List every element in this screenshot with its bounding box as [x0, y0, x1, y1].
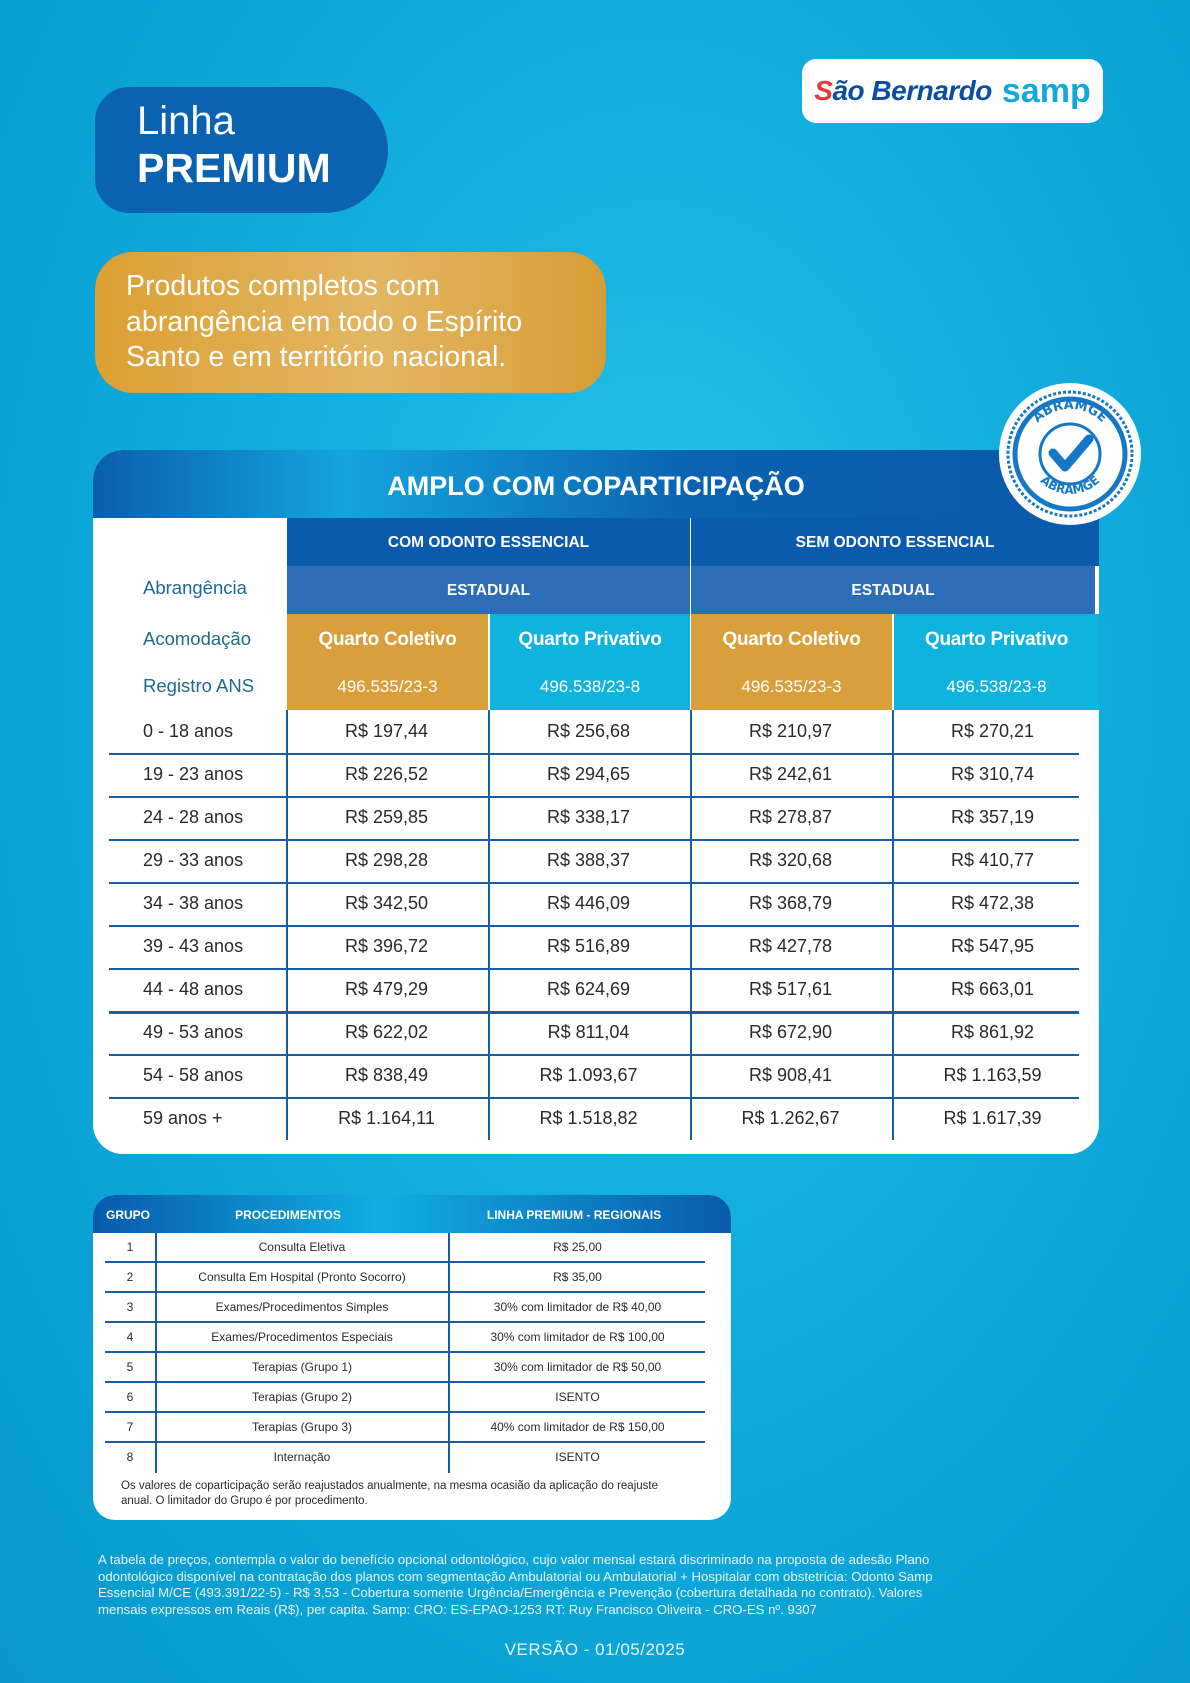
- age-range: 39 - 43 anos: [143, 936, 244, 956]
- disclaimer-line-4: mensais expressos em Reais (R$), per capita. Samp: CRO: ES-EPAO-1253 RT: Ruy Francisco Oliveira - CRO-ES nº. 9307: [98, 1601, 817, 1617]
- age-range: 29 - 33 anos: [143, 850, 244, 870]
- label-acomodacao: Acomodação: [143, 628, 251, 649]
- version-label: VERSÃO - 01/05/2025: [504, 1640, 686, 1659]
- price-cell: R$ 320,68: [748, 850, 833, 870]
- price-cell: R$ 672,90: [748, 1022, 833, 1042]
- table-row: [109, 925, 1079, 970]
- table-title: AMPLO COM COPARTICIPAÇÃO: [93, 450, 1099, 518]
- logo-samp: samp: [1001, 71, 1091, 110]
- table-row: [105, 1443, 705, 1471]
- grupo-cell: 6: [126, 1390, 134, 1404]
- table-row: [109, 882, 1079, 927]
- procedimento-cell: Terapias (Grupo 3): [251, 1420, 353, 1434]
- banner-line-1: Produtos completos com: [126, 270, 440, 302]
- table-row: [105, 1233, 705, 1263]
- price-table-card: [93, 450, 1099, 1154]
- disclaimer-text: [98, 1552, 1098, 1618]
- registro-ans-4: 496.538/23-8: [894, 666, 1099, 710]
- banner-line-3: Santo e em território nacional.: [126, 341, 507, 373]
- valor-cell: R$ 25,00: [553, 1240, 602, 1254]
- procedimento-cell: Consulta Eletiva: [258, 1240, 346, 1254]
- grupo-cell: 3: [126, 1300, 134, 1314]
- valor-cell: ISENTO: [555, 1390, 600, 1404]
- procedimento-cell: Exames/Procedimentos Simples: [215, 1300, 389, 1314]
- price-cell: R$ 242,61: [748, 764, 833, 784]
- price-cell: R$ 811,04: [547, 1022, 630, 1042]
- price-cell: R$ 368,79: [748, 893, 833, 913]
- price-cell: R$ 624,69: [546, 979, 631, 999]
- price-cell: R$ 210,97: [748, 721, 833, 741]
- price-cell: R$ 278,87: [748, 807, 833, 827]
- table-row: [109, 1054, 1079, 1099]
- sao-bernardo-samp-logo: [802, 59, 1103, 123]
- registro-ans-1: 496.535/23-3: [287, 666, 488, 710]
- coparticipation-header: [93, 1195, 731, 1233]
- age-range: 19 - 23 anos: [143, 764, 244, 784]
- disclaimer-line-1: A tabela de preços, contempla o valor do benefício opcional odontológico, cujo valor mensal estará discriminado na proposta de adesão Plano: [98, 1552, 930, 1567]
- price-cell: R$ 547,95: [950, 936, 1035, 956]
- table-row: [109, 796, 1079, 841]
- price-cell: R$ 472,38: [950, 893, 1035, 913]
- price-cell: R$ 1.518,82: [539, 1108, 638, 1128]
- table-row: [105, 1383, 705, 1413]
- age-range: 49 - 53 anos: [143, 1022, 244, 1042]
- valor-cell: 40% com limitador de R$ 150,00: [490, 1420, 665, 1434]
- valor-cell: 30% com limitador de R$ 40,00: [493, 1300, 662, 1314]
- table-row: [105, 1353, 705, 1383]
- price-cell: R$ 838,49: [344, 1065, 429, 1085]
- price-cell: R$ 1.262,67: [741, 1108, 840, 1128]
- abrangencia-header-2: ESTADUAL: [691, 566, 1095, 614]
- acomodacao-header-2: Quarto Privativo: [490, 614, 690, 666]
- group-header-com-odonto: COM ODONTO ESSENCIAL: [287, 518, 690, 566]
- table-row: [109, 839, 1079, 884]
- age-range: 0 - 18 anos: [143, 721, 234, 741]
- price-cell: R$ 622,02: [344, 1022, 429, 1042]
- svg-text:ABRAMGE: ABRAMGE: [1030, 397, 1110, 426]
- procedimento-cell: Consulta Em Hospital (Pronto Socorro): [198, 1270, 406, 1284]
- table-row: [105, 1263, 705, 1293]
- table-row: [109, 968, 1079, 1014]
- label-registro-ans: Registro ANS: [143, 675, 255, 696]
- procedimento-cell: Exames/Procedimentos Especiais: [211, 1330, 393, 1344]
- age-range: 59 anos +: [143, 1108, 223, 1128]
- abramge-seal-icon: [1003, 387, 1137, 521]
- price-cell: R$ 310,74: [950, 764, 1035, 784]
- grupo-cell: 7: [126, 1420, 134, 1434]
- price-cell: R$ 516,89: [546, 936, 631, 956]
- price-cell: R$ 446,09: [546, 893, 631, 913]
- logo-brand-name: São Bernardo: [814, 75, 992, 106]
- registro-ans-2: 496.538/23-8: [490, 666, 690, 710]
- svg-text:ABRAMGE: ABRAMGE: [1037, 472, 1103, 498]
- price-cell: R$ 1.164,11: [338, 1108, 435, 1128]
- acomodacao-header-3: Quarto Coletivo: [691, 614, 892, 666]
- grupo-cell: 2: [126, 1270, 134, 1284]
- age-range: 34 - 38 anos: [143, 893, 244, 913]
- price-cell: R$ 1.617,39: [943, 1108, 1042, 1128]
- price-cell: R$ 197,44: [344, 721, 429, 741]
- coverage-banner: [95, 252, 606, 393]
- price-cell: R$ 294,65: [546, 764, 631, 784]
- disclaimer-line-3: Essencial M/CE (493.391/22-5) - R$ 3,53 - Cobertura somente Urgência/Emergência e Prevenção (cobertura detalhada no contrato). Valores: [98, 1585, 923, 1600]
- valor-cell: ISENTO: [555, 1450, 600, 1464]
- disclaimer-line-2: odontológico disponível na contratação dos planos com segmentação Ambulatorial ou Ambulatorial + Hospitalar com obstetrícia: Odonto Samp: [98, 1568, 933, 1584]
- price-cell: R$ 342,50: [344, 893, 429, 913]
- premium-label: PREMIUM: [137, 145, 331, 191]
- age-range: 24 - 28 anos: [143, 807, 244, 827]
- table-row: [109, 710, 1079, 755]
- price-cell: R$ 259,85: [344, 807, 429, 827]
- price-cell: R$ 270,21: [950, 721, 1035, 741]
- grupo-cell: 4: [126, 1330, 134, 1344]
- coparticipation-note: [121, 1479, 721, 1509]
- price-cell: R$ 517,61: [748, 979, 833, 999]
- grupo-cell: 5: [126, 1360, 134, 1374]
- procedimento-cell: Internação: [273, 1450, 331, 1464]
- coparticipation-card: [93, 1195, 731, 1520]
- grupo-cell: 1: [126, 1240, 134, 1254]
- abrangencia-header-1: ESTADUAL: [287, 566, 690, 614]
- group-header-sem-odonto: SEM ODONTO ESSENCIAL: [691, 518, 1099, 566]
- label-abrangencia: Abrangência: [143, 577, 247, 598]
- price-cell: R$ 1.163,59: [943, 1065, 1042, 1085]
- table-row: [109, 1097, 1079, 1140]
- grupo-cell: 8: [126, 1450, 134, 1464]
- procedimento-cell: Terapias (Grupo 1): [251, 1360, 353, 1374]
- table-row: [105, 1323, 705, 1353]
- price-cell: R$ 338,17: [546, 807, 631, 827]
- price-cell: R$ 908,41: [748, 1065, 833, 1085]
- linha-label: Linha: [137, 99, 235, 143]
- note-line-1: Os valores de coparticipação serão reajustados anualmente, na mesma ocasião da aplicação do reajuste: [121, 1480, 658, 1492]
- valor-cell: 30% com limitador de R$ 100,00: [490, 1330, 665, 1344]
- table-row: [109, 753, 1079, 798]
- acomodacao-header-4: Quarto Privativo: [894, 614, 1099, 666]
- price-cell: R$ 663,01: [950, 979, 1035, 999]
- registro-ans-3: 496.535/23-3: [691, 666, 892, 710]
- price-cell: R$ 298,28: [344, 850, 429, 870]
- price-cell: R$ 357,19: [950, 807, 1035, 827]
- valor-cell: R$ 35,00: [553, 1270, 602, 1284]
- note-line-2: anual. O limitador do Grupo é por procedimento.: [121, 1495, 368, 1507]
- header-procedimentos: PROCEDIMENTOS: [235, 1208, 341, 1222]
- header-grupo: GRUPO: [105, 1208, 150, 1222]
- valor-cell: 30% com limitador de R$ 50,00: [493, 1360, 662, 1374]
- acomodacao-header-1: Quarto Coletivo: [287, 614, 488, 666]
- linha-premium-badge: [95, 87, 388, 213]
- price-cell: R$ 1.093,67: [539, 1065, 638, 1085]
- price-cell: R$ 410,77: [950, 850, 1035, 870]
- banner-line-2: abrangência em todo o Espírito: [126, 305, 523, 338]
- price-cell: R$ 256,68: [546, 721, 631, 741]
- price-cell: R$ 861,92: [950, 1022, 1035, 1042]
- price-cell: R$ 388,37: [546, 850, 631, 870]
- table-row: [105, 1413, 705, 1443]
- price-cell: R$ 427,78: [748, 936, 833, 956]
- price-cell: R$ 396,72: [344, 936, 429, 956]
- table-row: [105, 1293, 705, 1323]
- age-range: 44 - 48 anos: [143, 979, 244, 999]
- price-cell: R$ 479,29: [344, 979, 429, 999]
- header-linha-premium: LINHA PREMIUM - REGIONAIS: [486, 1208, 662, 1222]
- procedimento-cell: Terapias (Grupo 2): [251, 1390, 353, 1404]
- price-cell: R$ 226,52: [344, 764, 429, 784]
- table-row: [109, 1011, 1079, 1056]
- age-range: 54 - 58 anos: [143, 1065, 244, 1085]
